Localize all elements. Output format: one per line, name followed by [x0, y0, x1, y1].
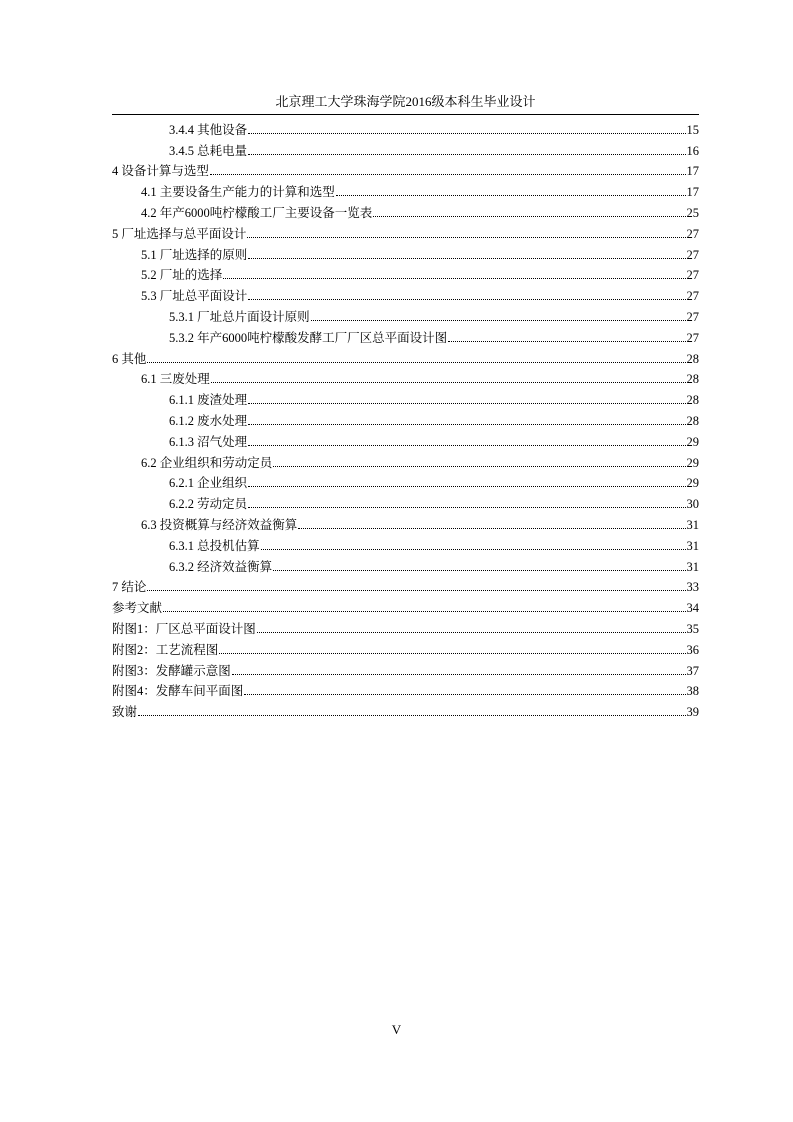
toc-entry-title: 6.3 投资概算与经济效益衡算 — [141, 517, 298, 532]
toc-entry-page: 29 — [686, 455, 699, 470]
header-divider — [112, 114, 699, 115]
toc-entry-page: 29 — [686, 434, 699, 449]
toc-dot-leader — [257, 632, 686, 633]
toc-entry[interactable] — [112, 594, 699, 615]
toc-dot-leader — [248, 258, 685, 259]
toc-entry-page: 28 — [686, 351, 699, 366]
toc-entry[interactable] — [112, 324, 699, 345]
toc-entry[interactable] — [112, 657, 699, 678]
toc-entry-page: 27 — [686, 247, 699, 262]
toc-dot-leader — [248, 154, 685, 155]
toc-entry-page: 38 — [686, 684, 699, 699]
toc-dot-leader — [163, 611, 685, 612]
toc-dot-leader — [147, 590, 685, 591]
toc-entry[interactable] — [112, 470, 699, 491]
toc-dot-leader — [223, 278, 685, 279]
toc-dot-leader — [248, 486, 685, 487]
toc-entry[interactable] — [112, 116, 699, 137]
toc-entry-title: 4.1 主要设备生产能力的计算和选型 — [141, 185, 335, 200]
toc-dot-leader — [247, 237, 685, 238]
toc-dot-leader — [448, 341, 685, 342]
toc-entry-title: 6.1.3 沼气处理 — [169, 434, 248, 449]
toc-entry-page: 28 — [686, 393, 699, 408]
toc-entry[interactable] — [112, 220, 699, 241]
toc-entry[interactable] — [112, 449, 699, 470]
toc-entry[interactable] — [112, 678, 699, 699]
toc-entry-page: 15 — [686, 122, 699, 137]
toc-entry-title: 6 其他 — [112, 351, 147, 366]
toc-entry[interactable] — [112, 158, 699, 179]
toc-entry-page: 36 — [686, 642, 699, 657]
toc-entry-title: 5.1 厂址选择的原则 — [141, 247, 248, 262]
toc-entry-title: 4 设备计算与选型 — [112, 164, 209, 179]
toc-entry-title: 5.3 厂址总平面设计 — [141, 289, 248, 304]
toc-entry-page: 31 — [686, 559, 699, 574]
page-number: V — [391, 1022, 402, 1037]
toc-entry-page: 34 — [686, 601, 699, 616]
running-header: 北京理工大学珠海学院2016级本科生毕业设计 — [275, 94, 536, 109]
toc-entry[interactable] — [112, 386, 699, 407]
toc-dot-leader — [147, 362, 685, 363]
toc-entry[interactable] — [112, 282, 699, 303]
toc-entry-title: 6.2.2 劳动定员 — [169, 497, 248, 512]
toc-dot-leader — [248, 299, 685, 300]
toc-entry-title: 7 结论 — [112, 580, 147, 595]
toc-entry-title: 6.1.2 废水处理 — [169, 413, 248, 428]
toc-entry-page: 30 — [686, 497, 699, 512]
toc-entry[interactable] — [112, 199, 699, 220]
toc-entry-title: 6.1 三废处理 — [141, 372, 210, 387]
toc-entry-page: 16 — [686, 143, 699, 158]
toc-entry-title: 6.3.1 总投机估算 — [169, 538, 260, 553]
toc-dot-leader — [248, 507, 685, 508]
toc-dot-leader — [298, 528, 685, 529]
toc-dot-leader — [273, 466, 685, 467]
toc-entry-title: 附图1：厂区总平面设计图 — [112, 621, 256, 636]
toc-entry-page: 39 — [686, 705, 699, 720]
toc-entry-title: 附图3：发酵罐示意图 — [112, 663, 231, 678]
toc-entry-page: 37 — [686, 663, 699, 678]
toc-dot-leader — [248, 133, 685, 134]
toc-entry[interactable] — [112, 574, 699, 595]
toc-entry-title: 5 厂址选择与总平面设计 — [112, 226, 247, 241]
toc-entry-title: 3.4.5 总耗电量 — [169, 143, 248, 158]
toc-dot-leader — [373, 216, 685, 217]
toc-dot-leader — [232, 674, 686, 675]
toc-entry-page: 27 — [686, 226, 699, 241]
toc-entry[interactable] — [112, 137, 699, 158]
toc-entry[interactable] — [112, 532, 699, 553]
toc-entry-page: 27 — [686, 330, 699, 345]
toc-entry-title: 附图4：发酵车间平面图 — [112, 684, 244, 699]
toc-entry-page: 35 — [686, 621, 699, 636]
toc-entry-page: 27 — [686, 309, 699, 324]
toc-entry-title: 3.4.4 其他设备 — [169, 122, 248, 137]
toc-entry[interactable] — [112, 241, 699, 262]
toc-entry[interactable] — [112, 490, 699, 511]
toc-entry-title: 6.2.1 企业组织 — [169, 476, 248, 491]
toc-entry[interactable] — [112, 698, 699, 719]
toc-entry-title: 6.1.1 废渣处理 — [169, 393, 248, 408]
toc-entry-page: 25 — [686, 205, 699, 220]
toc-entry[interactable] — [112, 615, 699, 636]
toc-entry-page: 27 — [686, 268, 699, 283]
toc-entry-title: 5.3.1 厂址总片面设计原则 — [169, 309, 310, 324]
toc-entry[interactable] — [112, 366, 699, 387]
toc-dot-leader — [211, 382, 686, 383]
toc-entry[interactable] — [112, 428, 699, 449]
toc-entry[interactable] — [112, 553, 699, 574]
toc-entry-page: 17 — [686, 185, 699, 200]
toc-dot-leader — [248, 424, 685, 425]
toc-dot-leader — [210, 174, 686, 175]
toc-entry[interactable] — [112, 511, 699, 532]
toc-entry[interactable] — [112, 636, 699, 657]
toc-entry-page: 28 — [686, 413, 699, 428]
toc-entry-title: 附图2：工艺流程图 — [112, 642, 219, 657]
toc-dot-leader — [219, 653, 685, 654]
toc-dot-leader — [311, 320, 686, 321]
toc-entry-title: 6.2 企业组织和劳动定员 — [141, 455, 273, 470]
toc-dot-leader — [248, 403, 685, 404]
toc-entry[interactable] — [112, 262, 699, 283]
toc-dot-leader — [273, 570, 685, 571]
toc-dot-leader — [261, 549, 686, 550]
table-of-contents — [112, 116, 699, 719]
toc-entry-page: 28 — [686, 372, 699, 387]
toc-entry-page: 29 — [686, 476, 699, 491]
toc-entry-title: 参考文献 — [112, 601, 163, 616]
toc-entry[interactable] — [112, 178, 699, 199]
toc-entry[interactable] — [112, 345, 699, 366]
toc-entry-title: 6.3.2 经济效益衡算 — [169, 559, 273, 574]
toc-entry[interactable] — [112, 407, 699, 428]
toc-entry-title: 5.2 厂址的选择 — [141, 268, 223, 283]
toc-entry-title: 4.2 年产6000吨柠檬酸工厂主要设备一览表 — [141, 205, 373, 220]
toc-entry-page: 27 — [686, 289, 699, 304]
toc-entry-title: 5.3.2 年产6000吨柠檬酸发酵工厂厂区总平面设计图 — [169, 330, 448, 345]
toc-entry-page: 33 — [686, 580, 699, 595]
toc-entry-page: 31 — [686, 538, 699, 553]
toc-entry-page: 31 — [686, 517, 699, 532]
toc-entry-title: 致谢 — [112, 705, 138, 720]
toc-dot-leader — [248, 445, 685, 446]
toc-dot-leader — [138, 715, 685, 716]
toc-dot-leader — [244, 694, 685, 695]
toc-entry[interactable] — [112, 303, 699, 324]
toc-entry-page: 17 — [686, 164, 699, 179]
toc-dot-leader — [336, 195, 686, 196]
